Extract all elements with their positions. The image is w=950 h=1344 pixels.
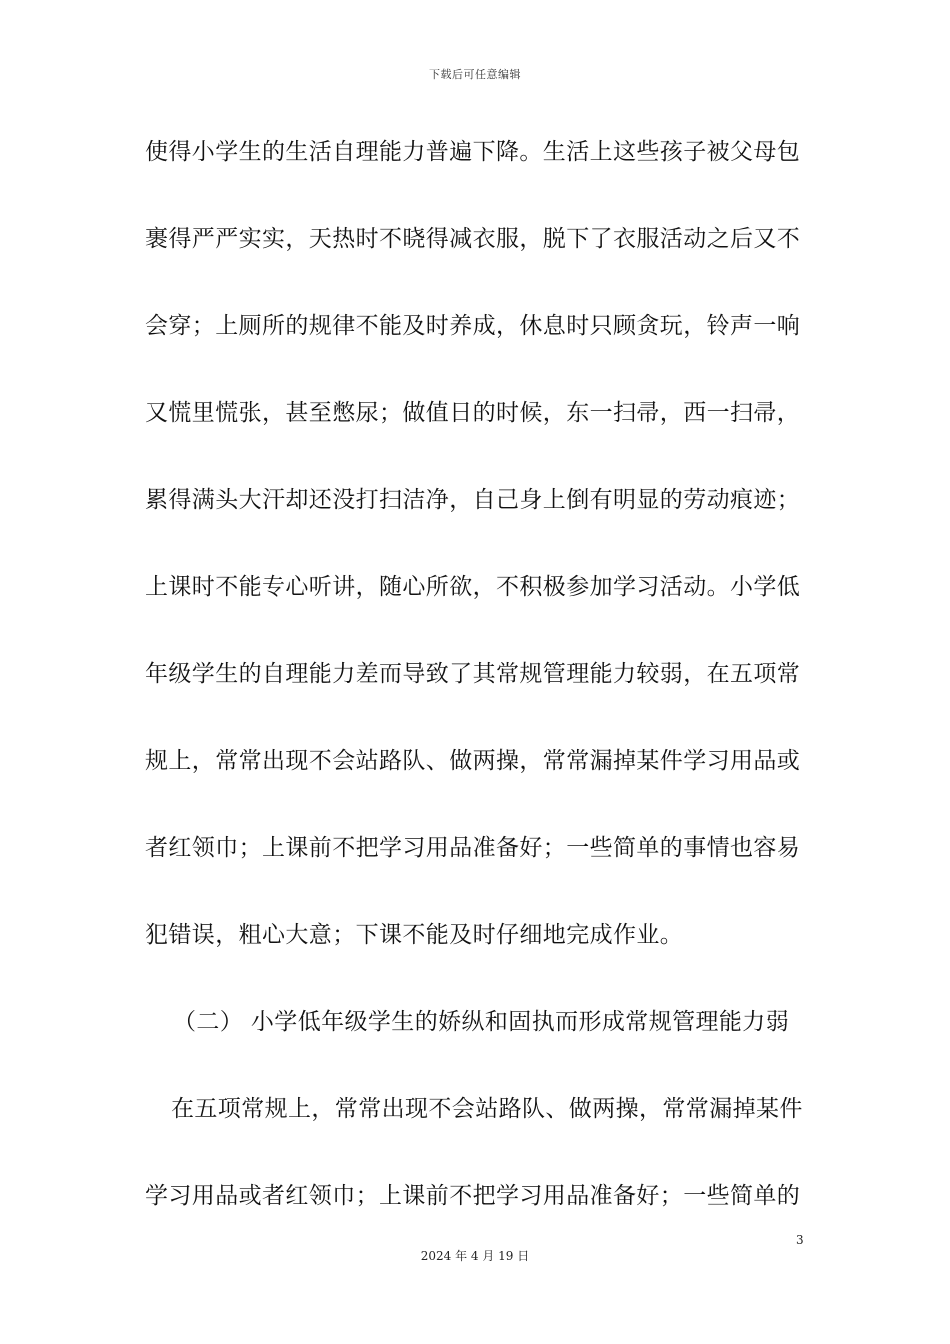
page-header: 下载后可任意编辑: [429, 68, 521, 81]
paragraph-line: 上课时不能专心听讲，随心所欲，不积极参加学习活动。小学低: [145, 574, 801, 600]
paragraph-line: 会穿；上厕所的规律不能及时养成，休息时只顾贪玩，铃声一响: [145, 313, 801, 339]
paragraph-line: 在五项常规上，常常出现不会站路队、做两操，常常漏掉某件: [171, 1096, 803, 1122]
paragraph-line: 学习用品或者红领巾；上课前不把学习用品准备好；一些简单的: [145, 1183, 801, 1209]
paragraph-line: 又慌里慌张，甚至憋尿；做值日的时候，东一扫帚，西一扫帚，: [145, 400, 801, 426]
paragraph-line: 累得满头大汗却还没打扫洁净，自己身上倒有明显的劳动痕迹；: [145, 487, 801, 513]
section-heading: （二） 小学低年级学生的娇纵和固执而形成常规管理能力弱: [173, 1009, 790, 1035]
footer-date: 2024 年 4 月 19 日: [420, 1249, 530, 1263]
paragraph-line: 使得小学生的生活自理能力普遍下降。生活上这些孩子被父母包: [145, 139, 801, 165]
paragraph-line: 者红领巾；上课前不把学习用品准备好；一些简单的事情也容易: [145, 835, 801, 861]
paragraph-line: 年级学生的自理能力差而导致了其常规管理能力较弱，在五项常: [145, 661, 801, 687]
paragraph-line: 犯错误，粗心大意；下课不能及时仔细地完成作业。: [145, 922, 684, 948]
paragraph-line: 规上，常常出现不会站路队、做两操，常常漏掉某件学习用品或: [145, 748, 801, 774]
page-number: 3: [796, 1233, 804, 1247]
paragraph-line: 裹得严严实实，天热时不晓得减衣服，脱下了衣服活动之后又不: [145, 226, 801, 252]
body-text: [145, 130, 805, 1261]
